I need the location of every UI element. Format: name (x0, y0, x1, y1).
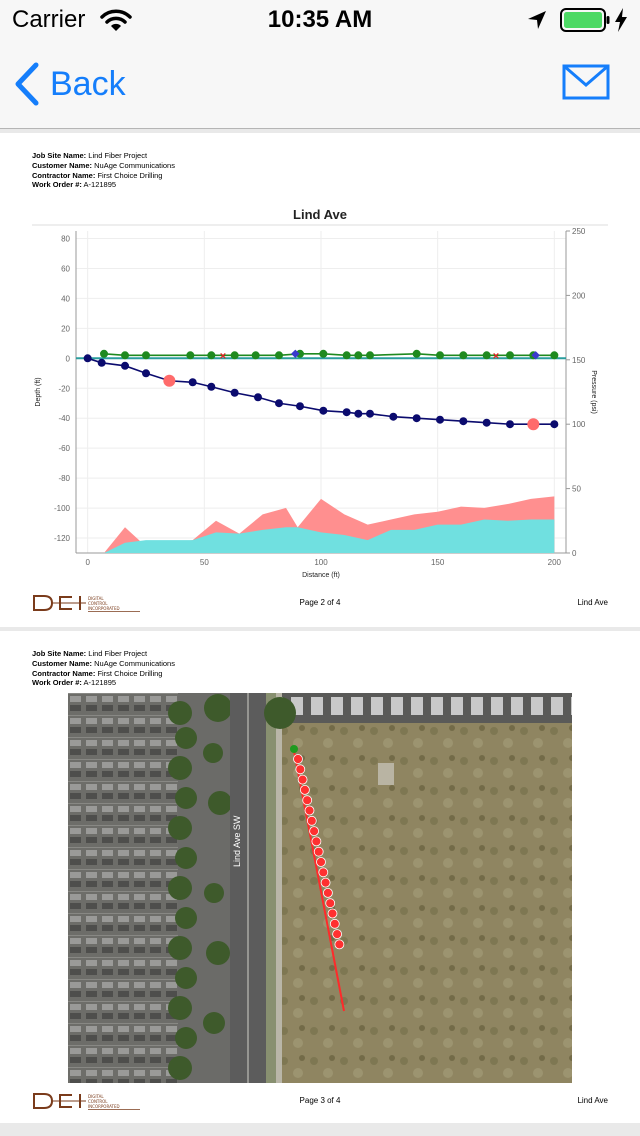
y-tick-label: -80 (58, 474, 70, 484)
surface-point (413, 350, 421, 358)
x-tick-label: 100 (314, 558, 328, 567)
depth-point (319, 407, 327, 415)
y2-tick-label: 0 (572, 549, 577, 558)
contractor-row: Contractor Name: First Choice Drilling (32, 668, 163, 678)
bore-point (300, 785, 309, 794)
x-marker: × (492, 350, 500, 363)
depth-point (413, 414, 421, 422)
work-order-row: Work Order #: A-121895 (32, 180, 117, 190)
y-tick-label: 60 (61, 264, 70, 274)
surface-point (231, 351, 239, 359)
surface-point (100, 350, 108, 358)
bore-point (317, 858, 326, 867)
customer-row: Customer Name: NuAge Communications (32, 160, 175, 170)
customer-row: Customer Name: NuAge Communications (32, 658, 175, 668)
bore-point (296, 765, 305, 774)
aerial-map (68, 693, 572, 1083)
navigation-bar (0, 40, 640, 129)
y-tick-label: -60 (58, 444, 70, 454)
bore-profile-chart (0, 223, 640, 583)
rod-marker (163, 375, 175, 387)
status-bar (0, 0, 640, 40)
svg-text:INCORPORATED: INCORPORATED (88, 1104, 120, 1109)
depth-point (98, 359, 106, 367)
bore-point (333, 930, 342, 939)
surface-point (436, 351, 444, 359)
bore-point (303, 796, 312, 805)
x-marker: × (219, 350, 227, 363)
bore-point (310, 827, 319, 836)
page-footer (0, 1091, 640, 1111)
depth-point (84, 354, 92, 362)
y-tick-label: -40 (58, 414, 70, 424)
y-tick-label: -100 (53, 504, 70, 514)
back-button[interactable] (14, 60, 126, 108)
depth-point (207, 383, 215, 391)
rod-marker (527, 418, 539, 430)
parking-lot-top (282, 693, 572, 723)
y2-tick-label: 150 (572, 355, 586, 365)
start-point (290, 745, 298, 753)
work-order-row: Work Order #: A-121895 (32, 678, 117, 688)
bore-point (307, 816, 316, 825)
surface-point (343, 351, 351, 359)
chart-title: Lind Ave (293, 207, 347, 222)
battery-icon (560, 8, 610, 32)
surface-point (354, 351, 362, 359)
bore-point (314, 847, 323, 856)
bore-point (328, 909, 337, 918)
surface-point (483, 351, 491, 359)
bore-point (330, 919, 339, 928)
depth-point (550, 420, 558, 428)
clock: 10:35 AM (267, 6, 373, 33)
page-number: Page 2 of 4 (299, 598, 341, 607)
y-tick-label: -20 (58, 384, 70, 394)
depth-point (506, 420, 514, 428)
footer-site-name: Lind Ave (577, 1096, 608, 1105)
job-info (32, 151, 175, 190)
surface-point (366, 351, 374, 359)
bore-point (305, 806, 314, 815)
depth-point (231, 389, 239, 397)
bore-point (294, 755, 303, 764)
depth-point (254, 393, 262, 401)
job-info (32, 649, 175, 688)
location-arrow-icon (526, 9, 548, 31)
surface-point (275, 351, 283, 359)
svg-text:INCORPORATED: INCORPORATED (88, 606, 120, 611)
page-footer (0, 593, 640, 613)
depth-point (366, 410, 374, 418)
y-tick-label: 20 (61, 324, 70, 334)
y-tick-label: 40 (61, 294, 70, 304)
street-label: Lind Ave SW (232, 815, 242, 867)
svg-text:DIGITAL: DIGITAL (88, 1094, 104, 1099)
depth-point (121, 362, 129, 370)
svg-text:CONTROL: CONTROL (88, 601, 108, 606)
job-site-row: Job Site Name: Lind Fiber Project (32, 151, 148, 160)
depth-point (389, 413, 397, 421)
y-tick-label: -120 (53, 534, 70, 544)
surface-point (142, 351, 150, 359)
bore-point (298, 775, 307, 784)
job-site-row: Job Site Name: Lind Fiber Project (32, 649, 148, 658)
depth-point (275, 399, 283, 407)
x-axis-label: Distance (ft) (302, 572, 340, 579)
x-tick-label: 200 (547, 558, 562, 567)
surface-point (121, 351, 129, 359)
surface-point (459, 351, 467, 359)
carrier-label: Carrier (12, 6, 86, 33)
svg-text:DIGITAL: DIGITAL (88, 596, 104, 601)
surface-point (319, 350, 327, 358)
parking-lot-left (68, 693, 178, 1083)
y-axis-label: Depth (ft) (35, 377, 42, 407)
chevron-left-icon (14, 62, 40, 106)
depth-point (354, 410, 362, 418)
surface-point (506, 351, 514, 359)
surface-point (252, 351, 260, 359)
y-tick-label: 0 (65, 354, 70, 364)
report-page (0, 133, 640, 627)
x-tick-label: 50 (199, 558, 209, 567)
y-tick-label: 80 (61, 234, 70, 244)
depth-point (436, 416, 444, 424)
bore-point (323, 888, 332, 897)
depth-point (189, 378, 197, 386)
x-tick-label: 0 (85, 558, 90, 567)
depth-point (343, 408, 351, 416)
bore-point (326, 899, 335, 908)
y2-tick-label: 100 (572, 420, 586, 430)
y2-tick-label: 200 (572, 291, 586, 301)
charging-bolt-icon (614, 8, 628, 32)
y2-tick-label: 250 (572, 227, 586, 236)
x-tick-label: 150 (430, 558, 445, 567)
surface-point (207, 351, 215, 359)
report-page (0, 631, 640, 1123)
depth-point (296, 402, 304, 410)
footer-site-name: Lind Ave (577, 598, 608, 607)
contractor-row: Contractor Name: First Choice Drilling (32, 170, 163, 180)
depth-point (459, 417, 467, 425)
y2-tick-label: 50 (572, 484, 581, 494)
surface-point (186, 351, 194, 359)
bore-point (312, 837, 321, 846)
bore-point (319, 868, 328, 877)
bore-point (321, 878, 330, 887)
page-number: Page 3 of 4 (299, 1096, 341, 1105)
depth-point (142, 369, 150, 377)
depth-point (483, 419, 491, 427)
svg-text:CONTROL: CONTROL (88, 1099, 108, 1104)
mail-icon[interactable] (562, 64, 610, 100)
bore-point (335, 940, 344, 949)
document-viewer[interactable] (0, 129, 640, 1136)
surface-point (550, 351, 558, 359)
y2-axis-label: Pressure (psi) (590, 370, 597, 414)
back-button-label: Back (50, 64, 126, 103)
